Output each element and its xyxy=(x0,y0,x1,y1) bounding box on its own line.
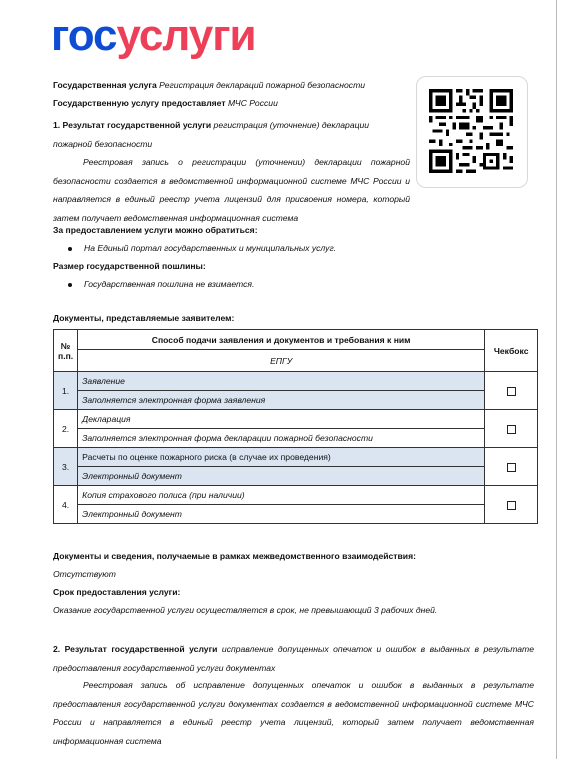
where-label: За предоставлением услуги можно обратиться: xyxy=(53,225,258,235)
gosuslugi-logo xyxy=(51,12,256,60)
service-line xyxy=(53,80,410,91)
row-num: 4. xyxy=(54,486,78,524)
row-doc-name: Копия страхового полиса (при наличии) xyxy=(78,486,485,505)
row-doc-name: Расчеты по оценке пожарного риска (в случае их проведения) xyxy=(78,448,485,467)
logo-part-gos: гос xyxy=(51,11,117,60)
row-doc-name: Заявление xyxy=(78,372,485,391)
fee-label: Размер государственной пошлины: xyxy=(53,261,206,271)
provider-label: Государственную услугу предоставляет xyxy=(53,98,226,108)
bullet-dot xyxy=(68,247,72,251)
term-label: Срок предоставления услуги: xyxy=(53,587,181,597)
interagency-value: Отсутствуют xyxy=(53,569,116,579)
fee-bullet xyxy=(68,279,254,290)
table-row xyxy=(54,410,538,429)
documents-table xyxy=(53,329,538,524)
row-num: 2. xyxy=(54,410,78,448)
row-doc-requirement: Заполняется электронная форма декларации пожарной безопасности xyxy=(78,429,485,448)
row-checkbox-cell xyxy=(485,410,538,448)
table-row xyxy=(54,486,538,505)
term-value: Оказание государственной услуги осуществляется в срок, не превышающий 3 рабочих дней. xyxy=(53,605,438,615)
qr-code-icon xyxy=(429,89,513,173)
row-doc-requirement: Заполняется электронная форма заявления xyxy=(78,391,485,410)
document-checkbox[interactable] xyxy=(507,425,516,434)
col-num-header: № п.п. xyxy=(54,330,78,372)
result1-line xyxy=(53,116,410,154)
service-label: Государственная услуга xyxy=(53,80,157,90)
interagency-label: Документы и сведения, получаемые в рамках межведомственного взаимодействия: xyxy=(53,551,416,561)
result2-label: 2. Результат государственной услуги xyxy=(53,644,218,654)
row-checkbox-cell xyxy=(485,372,538,410)
table-row xyxy=(54,372,538,391)
col-sub-header: ЕПГУ xyxy=(78,350,485,372)
logo-part-uslugi: услуги xyxy=(116,11,256,60)
result2-line xyxy=(53,640,534,677)
page-edge xyxy=(556,0,557,759)
row-doc-name: Декларация xyxy=(78,410,485,429)
row-doc-requirement: Электронный документ xyxy=(78,467,485,486)
document-checkbox[interactable] xyxy=(507,463,516,472)
document-checkbox[interactable] xyxy=(507,501,516,510)
bullet-dot xyxy=(68,283,72,287)
where-bullet xyxy=(68,243,336,254)
where-item: На Единый портал государственных и муниципальных услуг. xyxy=(84,243,337,253)
result1-value: регистрация (уточнение) декларации пожарной безопасности xyxy=(53,120,370,149)
row-checkbox-cell xyxy=(485,486,538,524)
row-doc-requirement: Электронный документ xyxy=(78,505,485,524)
row-num: 3. xyxy=(54,448,78,486)
row-num: 1. xyxy=(54,372,78,410)
row-checkbox-cell xyxy=(485,448,538,486)
table-row xyxy=(54,448,538,467)
col-method-header: Способ подачи заявления и документов и требования к ним xyxy=(78,330,485,350)
fee-item: Государственная пошлина не взимается. xyxy=(84,279,255,289)
result2-value: исправление допущенных опечаток и ошибок в выданных в результате предоставления государственной услуги документах xyxy=(53,644,534,673)
document-checkbox[interactable] xyxy=(507,387,516,396)
docs-label: Документы, представляемые заявителем: xyxy=(53,313,235,323)
service-name: Регистрация деклараций пожарной безопасности xyxy=(159,80,366,90)
result1-label: 1. Результат государственной услуги xyxy=(53,120,212,130)
provider-line xyxy=(53,98,410,109)
result1-description: Реестровая запись о регистрации (уточнении) декларации пожарной безопасности создается в ведомственной информационной системе МЧС России и направляется в единый реестр учета лицензий для присвоения номера, который затем получает ведомственная информационная система xyxy=(53,157,410,223)
col-check-header: Чекбокс xyxy=(485,330,538,372)
result2-description: Реестровая запись об исправление допущенных опечаток и ошибок в выданных в результате предоставления государственной услуги документах создается в ведомственной информационной системе МЧС России и направляется в единый реестр учета лицензий, который затем получает ведомственная информационная система xyxy=(53,680,534,746)
provider-name: МЧС России xyxy=(227,98,278,108)
